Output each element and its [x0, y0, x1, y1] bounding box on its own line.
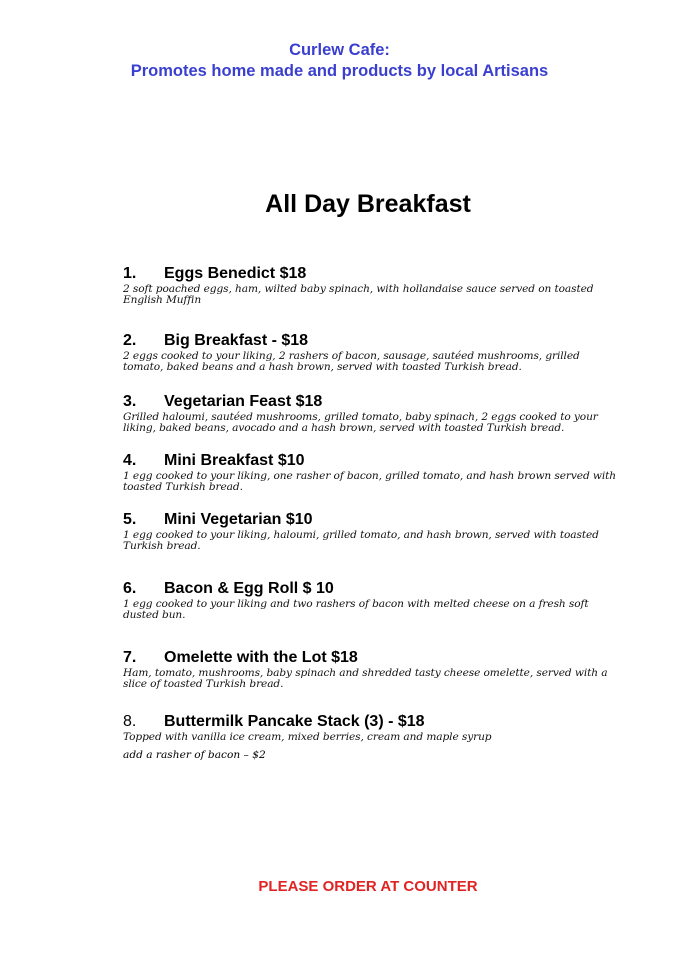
- menu-item-mini-breakfast: [123, 452, 623, 493]
- menu-item-number: 2.: [123, 332, 137, 349]
- menu-item-description: Grilled haloumi, sautéed mushrooms, grilled tomato, baby spinach, 2 eggs cooked to your liking, baked beans, avocado and a hash brown, served with toasted Turkish bread.: [123, 411, 598, 434]
- menu-item-description: 1 egg cooked to your liking, one rasher of bacon, grilled tomato, and hash brown served with toasted Turkish bread.: [123, 470, 617, 493]
- menu-item-number: 1.: [123, 265, 137, 282]
- menu-item-number: 7.: [123, 649, 137, 666]
- menu-item-name: Bacon & Egg Roll $ 10: [164, 580, 334, 597]
- menu-item-title: [123, 265, 623, 283]
- menu-item-number: 3.: [123, 393, 137, 410]
- menu-item-name: Buttermilk Pancake Stack (3) - $18: [164, 713, 425, 730]
- menu-item-description: 1 egg cooked to your liking, haloumi, grilled tomato, and hash brown, served with toasted Turkish bread.: [123, 529, 599, 552]
- menu-item-title: [123, 580, 623, 598]
- menu-item-number: 6.: [123, 580, 137, 597]
- menu-item-title: [123, 452, 623, 470]
- menu-item-description: 2 eggs cooked to your liking, 2 rashers of bacon, sausage, sautéed mushrooms, grilled tomato, baked beans and a hash brown, served with toasted Turkish bread.: [123, 350, 580, 373]
- menu-item-pancake-stack: [123, 713, 623, 761]
- cafe-tagline: Promotes home made and products by local Artisans: [130, 62, 549, 80]
- menu-item-title: [123, 511, 623, 529]
- page-title: All Day Breakfast: [265, 190, 471, 218]
- menu-item-name: Eggs Benedict $18: [164, 265, 307, 282]
- menu-item-name: Omelette with the Lot $18: [164, 649, 358, 666]
- menu-item-name: Vegetarian Feast $18: [164, 393, 323, 410]
- menu-item-name: Mini Breakfast $10: [164, 452, 305, 469]
- menu-item-big-breakfast: [123, 332, 623, 373]
- menu-item-description: 1 egg cooked to your liking and two rashers of bacon with melted cheese on a fresh soft dusted bun.: [123, 598, 589, 621]
- menu-item-title: [123, 332, 623, 350]
- menu-item-bacon-egg-roll: [123, 580, 623, 621]
- menu-item-description: Ham, tomato, mushrooms, baby spinach and shredded tasty cheese omelette, served with a slice of toasted Turkish bread.: [123, 667, 608, 690]
- cafe-header: [0, 40, 679, 82]
- menu-item-mini-vegetarian: [123, 511, 623, 552]
- menu-item-addon: add a rasher of bacon – $2: [123, 749, 266, 761]
- menu-item-title: [123, 393, 623, 411]
- menu-item-eggs-benedict: [123, 265, 623, 306]
- menu-item-number: 5.: [123, 511, 137, 528]
- menu-item-name: Big Breakfast - $18: [164, 332, 309, 349]
- order-at-counter-notice: PLEASE ORDER AT COUNTER: [258, 878, 478, 895]
- cafe-name: Curlew Cafe:: [289, 41, 390, 59]
- menu-item-title: [123, 713, 623, 731]
- menu-item-vegetarian-feast: [123, 393, 623, 434]
- menu-item-title: [123, 649, 623, 667]
- menu-item-number: 4.: [123, 452, 137, 469]
- menu-item-omelette: [123, 649, 623, 690]
- menu-item-description: Topped with vanilla ice cream, mixed berries, cream and maple syrup: [123, 731, 492, 743]
- menu-item-description: 2 soft poached eggs, ham, wilted baby spinach, with hollandaise sauce served on toasted English Muffin: [123, 283, 594, 306]
- menu-item-name: Mini Vegetarian $10: [164, 511, 313, 528]
- menu-item-number: 8.: [123, 713, 137, 730]
